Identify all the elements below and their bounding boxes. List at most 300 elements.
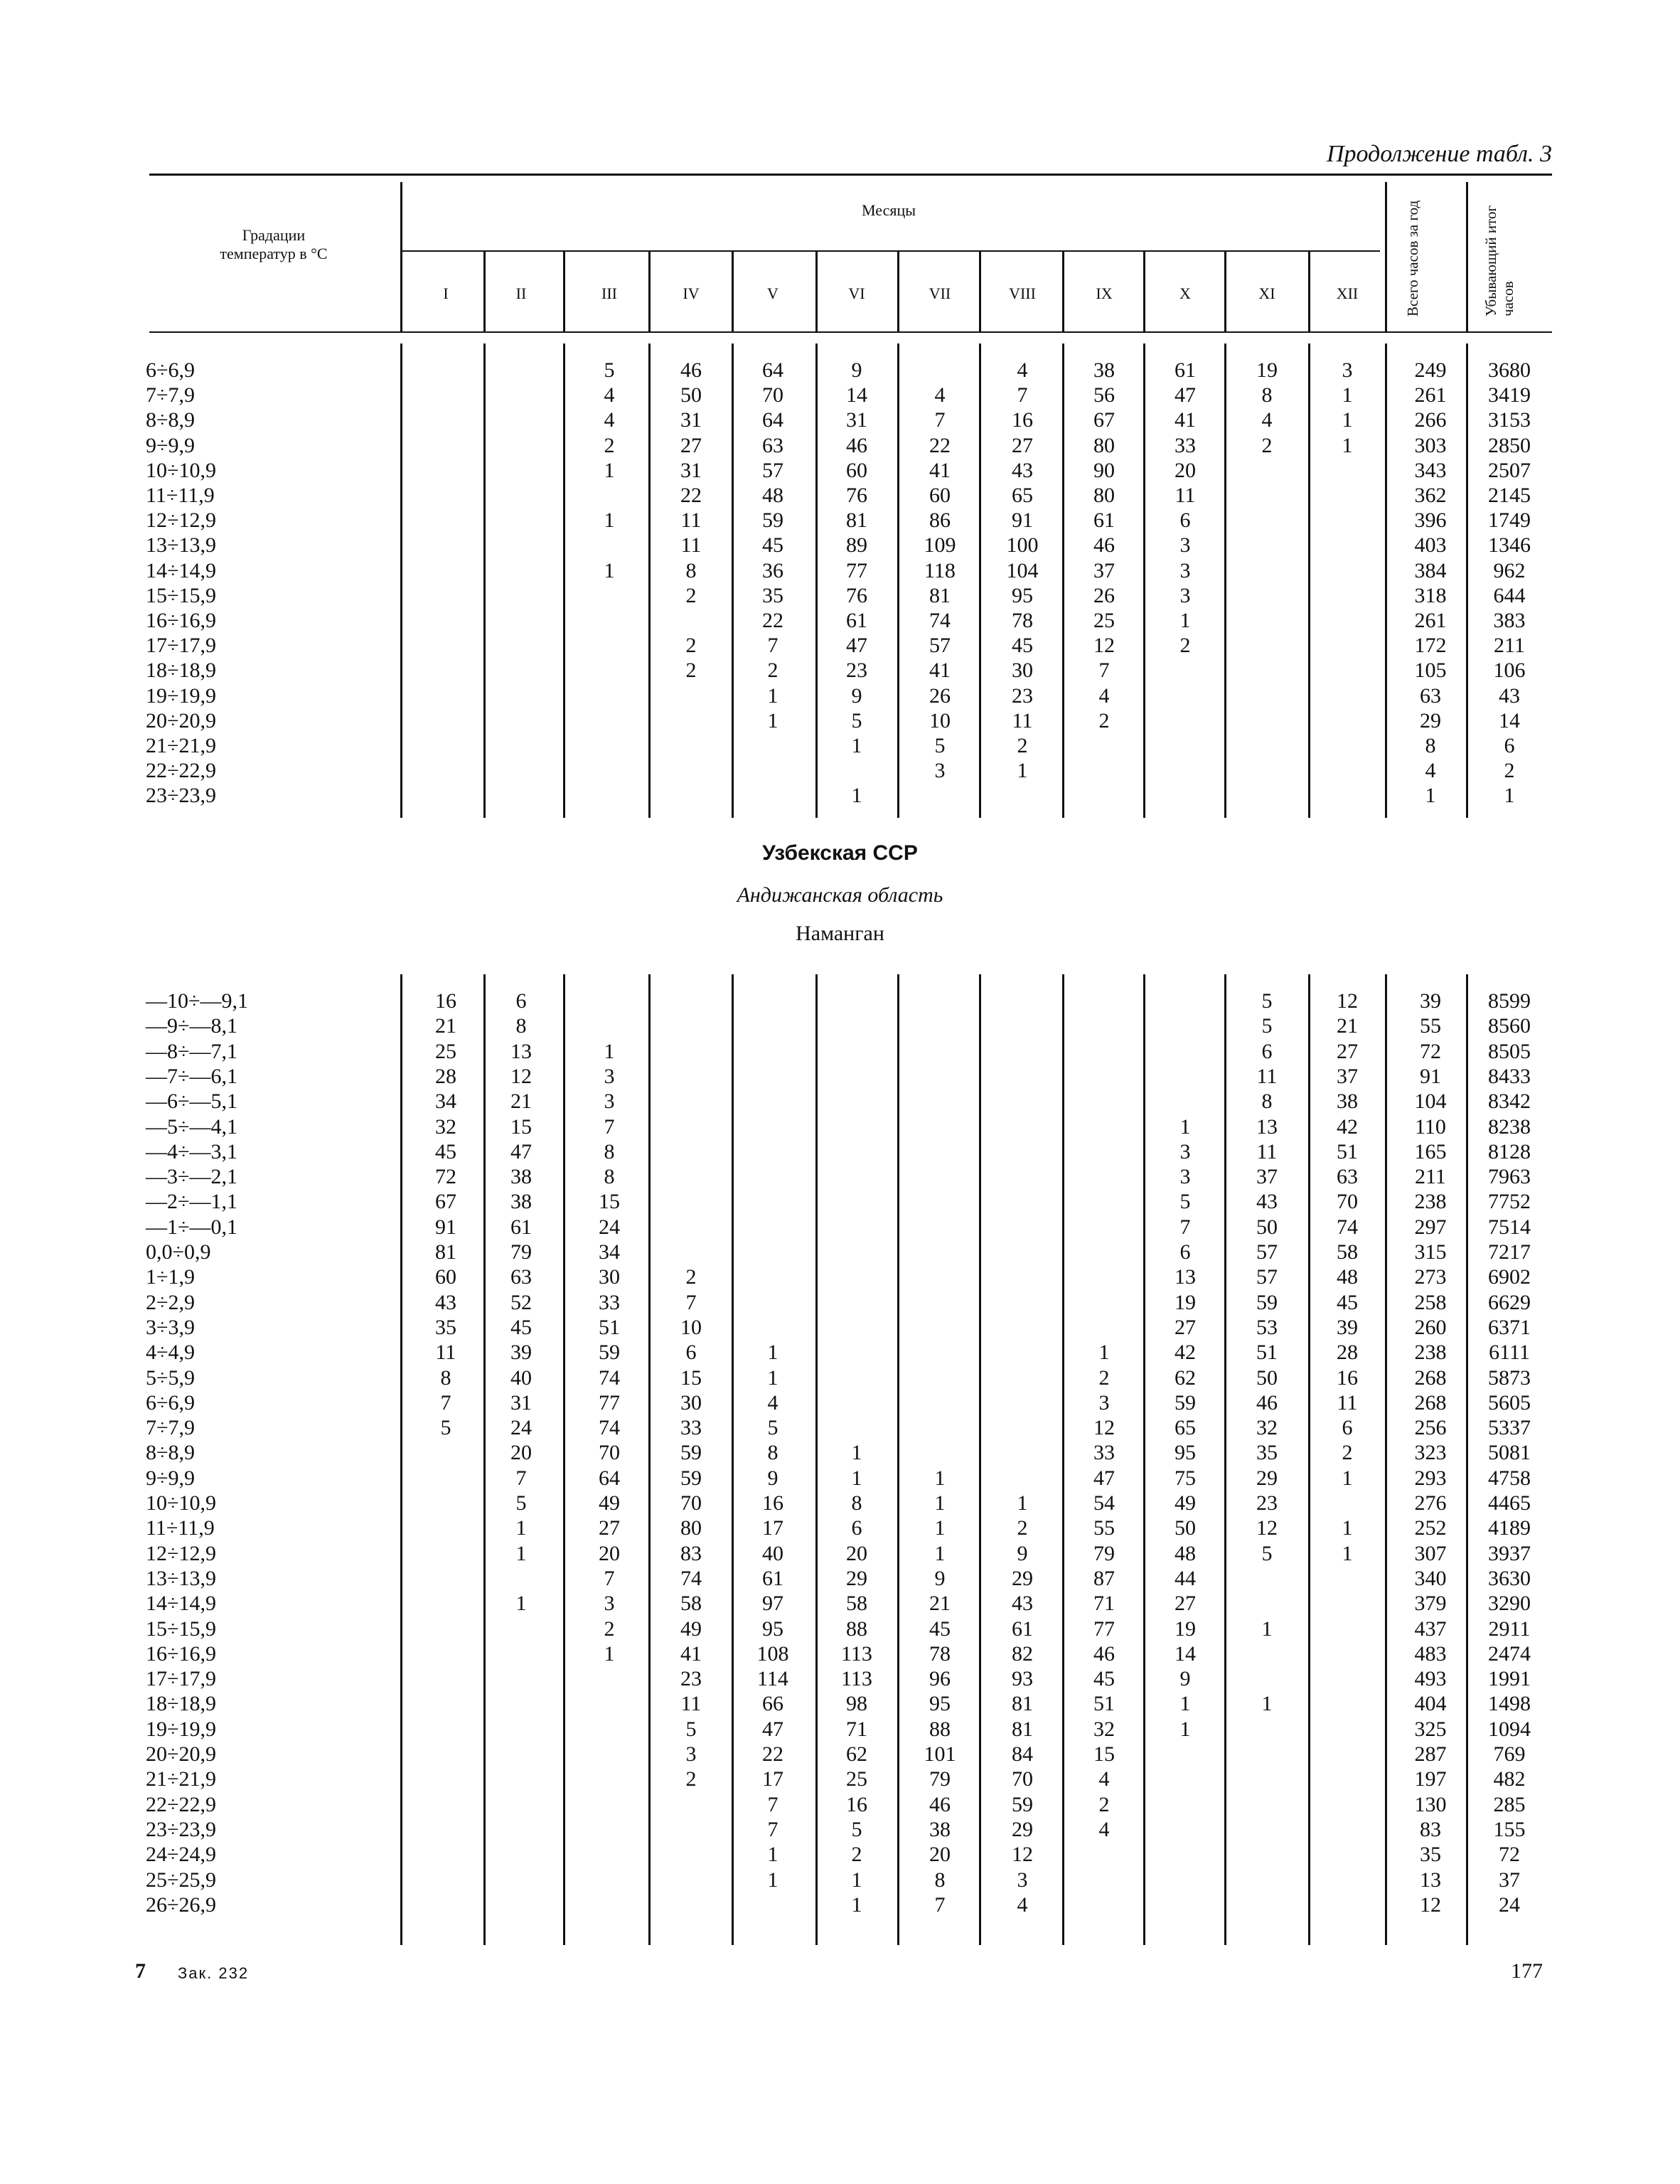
table-cell: 8599 (1488, 989, 1531, 1013)
table-cell: 7 (767, 1792, 779, 1816)
table-cell: 1 (934, 1541, 946, 1565)
table-cell: 2 (685, 634, 697, 658)
table-cell: 33 (599, 1290, 620, 1314)
column-rule (400, 974, 402, 1945)
table-cell: 1 (604, 508, 615, 533)
column-rule (648, 343, 651, 818)
table-cell: 13 (510, 1039, 532, 1063)
table-cell: 483 (1414, 1641, 1447, 1666)
table-cell: 7 (1098, 659, 1110, 683)
table-cell: 47 (510, 1139, 532, 1163)
table-cell: 52 (510, 1290, 532, 1314)
table-cell: 71 (1093, 1592, 1115, 1616)
table-cell: 3153 (1488, 408, 1531, 432)
table-cell: 4 (1098, 1817, 1110, 1841)
table-cell: 41 (929, 659, 951, 683)
table-cell: 1 (1179, 1114, 1191, 1139)
table-cell: 8 (1261, 1090, 1273, 1114)
table-cell: 9 (1179, 1667, 1191, 1691)
table-cell: 2 (1261, 433, 1273, 457)
table-cell: 7 (440, 1390, 451, 1415)
table-cell: 8560 (1488, 1014, 1531, 1038)
table-cell: 3419 (1488, 383, 1531, 407)
table-cell: 8 (851, 1491, 862, 1515)
table-cell: 28 (435, 1064, 456, 1088)
header-bottom-rule (149, 331, 1552, 333)
table-cell: 57 (929, 634, 951, 658)
cumulative-header: Убывающий итог часов (1482, 205, 1516, 316)
table-cell: 72 (1499, 1843, 1520, 1867)
table-cell: 261 (1414, 383, 1447, 407)
table-cell: 77 (599, 1390, 620, 1415)
table-cell: 45 (1337, 1290, 1358, 1314)
table-cell: 21 (929, 1592, 951, 1616)
row-label: 8÷8,9 (146, 408, 195, 432)
table-cell: 318 (1414, 583, 1447, 607)
table-cell: 211 (1415, 1165, 1446, 1189)
table-cell: 6902 (1488, 1265, 1531, 1289)
row-label: 6÷6,9 (146, 358, 195, 382)
table-cell: 8 (685, 558, 697, 582)
month-header-10: X (1179, 284, 1191, 302)
table-cell: 55 (1420, 1014, 1441, 1038)
table-cell: 114 (757, 1667, 788, 1691)
row-label: 16÷16,9 (146, 1641, 216, 1666)
row-label: 2÷2,9 (146, 1290, 195, 1314)
table-cell: 38 (1337, 1090, 1358, 1114)
table-cell: 1 (767, 708, 779, 733)
page-number: 177 (1511, 1959, 1543, 1983)
table-cell: 45 (435, 1139, 456, 1163)
table-cell: 1 (1017, 759, 1028, 783)
table-cell: 4 (1425, 759, 1436, 783)
row-label: 14÷14,9 (146, 1592, 216, 1616)
header-column-rule (979, 250, 981, 331)
table-cell: 7 (604, 1114, 615, 1139)
table-cell: 49 (1175, 1491, 1196, 1515)
table-cell: 5 (851, 1817, 862, 1841)
table-cell: 5 (604, 358, 615, 382)
table-cell: 3 (1179, 1165, 1191, 1189)
month-header-1: I (443, 284, 449, 302)
table-cell: 81 (929, 583, 951, 607)
table-cell: 3 (1017, 1868, 1028, 1892)
column-rule (1224, 343, 1226, 818)
table-cell: 74 (680, 1566, 702, 1590)
table-cell: 58 (1337, 1240, 1358, 1264)
table-cell: 5 (440, 1416, 451, 1440)
table-cell: 3937 (1488, 1541, 1531, 1565)
table-cell: 1094 (1488, 1717, 1531, 1741)
table-cell: 12 (1093, 1416, 1115, 1440)
table-cell: 40 (510, 1365, 532, 1390)
table-cell: 1 (851, 784, 862, 808)
table-cell: 21 (510, 1090, 532, 1114)
table-cell: 340 (1414, 1566, 1447, 1590)
table-cell: 35 (1256, 1441, 1278, 1465)
table-cell: 31 (680, 408, 702, 432)
table-cell: 50 (1256, 1365, 1278, 1390)
table-cell: 88 (929, 1717, 951, 1741)
table-cell: 16 (846, 1792, 867, 1816)
table-cell: 46 (929, 1792, 951, 1816)
table-cell: 5 (851, 708, 862, 733)
table-cell: 252 (1414, 1516, 1447, 1540)
table-cell: 35 (762, 583, 783, 607)
table-cell: 1346 (1488, 533, 1531, 558)
table-cell: 4465 (1488, 1491, 1531, 1515)
table-cell: 22 (762, 1742, 783, 1766)
table-cell: 29 (1012, 1817, 1033, 1841)
table-cell: 6 (515, 989, 527, 1013)
column-rule (563, 974, 565, 1945)
table-cell: 1 (1342, 1466, 1353, 1490)
table-cell: 482 (1493, 1767, 1526, 1791)
table-cell: 95 (1175, 1441, 1196, 1465)
table-cell: 27 (1337, 1039, 1358, 1063)
table-cell: 9 (1017, 1541, 1028, 1565)
table-cell: 1 (515, 1541, 527, 1565)
table-cell: 79 (1093, 1541, 1115, 1565)
table-cell: 238 (1414, 1190, 1447, 1214)
table-cell: 63 (1420, 683, 1441, 708)
table-cell: 50 (680, 383, 702, 407)
table-cell: 268 (1414, 1390, 1447, 1415)
table-cell: 81 (1012, 1717, 1033, 1741)
table-cell: 6 (851, 1516, 862, 1540)
table-cell: 2850 (1488, 433, 1531, 457)
table-cell: 8128 (1488, 1139, 1531, 1163)
table-cell: 13 (1256, 1114, 1278, 1139)
table-cell: 6371 (1488, 1315, 1531, 1339)
table-cell: 2 (1179, 634, 1191, 658)
row-label: 24÷24,9 (146, 1843, 216, 1867)
table-cell: 89 (846, 533, 867, 558)
table-cell: 23 (846, 659, 867, 683)
table-cell: 130 (1414, 1792, 1447, 1816)
table-cell: 14 (1499, 708, 1520, 733)
table-cell: 93 (1012, 1667, 1033, 1691)
table-cell: 15 (599, 1190, 620, 1214)
table-cell: 1 (1179, 1717, 1191, 1741)
row-label: 10÷10,9 (146, 458, 216, 482)
column-rule (979, 974, 981, 1945)
table-cell: 4189 (1488, 1516, 1531, 1540)
row-label: 18÷18,9 (146, 1692, 216, 1716)
table-cell: 2 (1098, 1792, 1110, 1816)
table-cell: 19 (1256, 358, 1278, 382)
table-cell: 23 (1256, 1491, 1278, 1515)
row-label: 12÷12,9 (146, 1541, 216, 1565)
table-cell: 396 (1414, 508, 1447, 533)
table-cell: 8 (1261, 383, 1273, 407)
table-cell: 7963 (1488, 1165, 1531, 1189)
table-cell: 57 (762, 458, 783, 482)
table-cell: 1 (515, 1516, 527, 1540)
table-cell: 12 (1093, 634, 1115, 658)
table-cell: 27 (680, 433, 702, 457)
table-cell: 105 (1414, 659, 1447, 683)
table-cell: 61 (1175, 358, 1196, 382)
row-label: 5÷5,9 (146, 1365, 195, 1390)
table-cell: 11 (1256, 1064, 1278, 1088)
column-rule (815, 974, 818, 1945)
table-cell: 2 (851, 1843, 862, 1867)
table-cell: 297 (1414, 1215, 1447, 1239)
table-cell: 1991 (1488, 1667, 1531, 1691)
table-cell: 1 (934, 1516, 946, 1540)
header-column-rule (483, 250, 486, 331)
table-cell: 21 (435, 1014, 456, 1038)
table-cell: 50 (1175, 1516, 1196, 1540)
table-cell: 26 (929, 683, 951, 708)
table-cell: 81 (1012, 1692, 1033, 1716)
column-rule (1224, 974, 1226, 1945)
table-cell: 4 (934, 383, 946, 407)
table-cell: 11 (1175, 484, 1196, 507)
table-cell: 303 (1414, 433, 1447, 457)
gradations-header: Градации температур в °C (220, 226, 328, 262)
table-cell: 266 (1414, 408, 1447, 432)
table-cell: 403 (1414, 533, 1447, 558)
table-cell: 4 (604, 408, 615, 432)
row-label: —7÷—6,1 (146, 1064, 237, 1088)
column-rule (1062, 974, 1064, 1945)
table-cell: 287 (1414, 1742, 1447, 1766)
column-rule (732, 343, 734, 818)
table-cell: 41 (929, 458, 951, 482)
table-cell: 1 (767, 1365, 779, 1390)
header-column-rule (815, 250, 818, 331)
table-cell: 3 (1179, 1139, 1191, 1163)
table-cell: 74 (1337, 1215, 1358, 1239)
table-cell: 172 (1414, 634, 1447, 658)
table-cell: 1 (1425, 784, 1436, 808)
table-cell: 95 (1012, 583, 1033, 607)
table-cell: 17 (762, 1767, 783, 1791)
table-cell: 1 (934, 1466, 946, 1490)
table-cell: 1 (851, 1868, 862, 1892)
row-label: —6÷—5,1 (146, 1090, 237, 1114)
table-cell: 104 (1414, 1090, 1447, 1114)
header-column-rule (1224, 250, 1226, 331)
table-cell: 3 (1179, 583, 1191, 607)
row-label: 13÷13,9 (146, 533, 216, 558)
table-cell: 12 (1012, 1843, 1033, 1867)
table-cell: 7752 (1488, 1190, 1531, 1214)
row-label: 9÷9,9 (146, 433, 195, 457)
table-cell: 80 (680, 1516, 702, 1540)
month-header-4: IV (683, 284, 700, 302)
row-label: 11÷11,9 (146, 484, 215, 507)
row-label: 9÷9,9 (146, 1466, 195, 1490)
month-header-7: VII (929, 284, 951, 302)
table-cell: 63 (1337, 1165, 1358, 1189)
table-cell: 46 (1256, 1390, 1278, 1415)
table-cell: 8342 (1488, 1090, 1531, 1114)
table-cell: 66 (762, 1692, 783, 1716)
row-label: 14÷14,9 (146, 558, 216, 582)
row-label: 12÷12,9 (146, 508, 216, 533)
table-cell: 3 (604, 1090, 615, 1114)
month-header-6: VI (848, 284, 865, 302)
table-cell: 91 (1012, 508, 1033, 533)
table-cell: 56 (1093, 383, 1115, 407)
table-cell: 1 (767, 1868, 779, 1892)
table-cell: 59 (762, 508, 783, 533)
table-cell: 1 (604, 1039, 615, 1063)
table-cell: 45 (1012, 634, 1033, 658)
order-number: Зак. 232 (178, 1964, 250, 1982)
table-cell: 37 (1499, 1868, 1520, 1892)
table-cell: 9 (934, 1566, 946, 1590)
column-rule (897, 974, 899, 1945)
table-cell: 11 (680, 1692, 702, 1716)
table-cell: 58 (846, 1592, 867, 1616)
table-cell: 25 (1093, 609, 1115, 632)
table-cell: 3680 (1488, 358, 1531, 382)
month-header-2: II (515, 284, 527, 302)
table-cell: 41 (1175, 408, 1196, 432)
table-cell: 27 (599, 1516, 620, 1540)
table-cell: 3 (685, 1742, 697, 1766)
table-cell: 20 (510, 1441, 532, 1465)
table-cell: 1 (1342, 408, 1353, 432)
table-cell: 33 (680, 1416, 702, 1440)
table-cell: 95 (929, 1692, 951, 1716)
table-cell: 72 (1420, 1039, 1441, 1063)
column-rule (1466, 974, 1468, 1945)
table-cell: 25 (846, 1767, 867, 1791)
table-cell: 5 (767, 1416, 779, 1440)
table-cell: 60 (435, 1265, 456, 1289)
table-cell: 2 (685, 659, 697, 683)
column-rule (1385, 343, 1387, 818)
table-cell: 60 (846, 458, 867, 482)
table-cell: 5 (1261, 989, 1273, 1013)
row-label: 17÷17,9 (146, 1667, 216, 1691)
row-label: 23÷23,9 (146, 1817, 216, 1841)
table-cell: 13 (1175, 1265, 1196, 1289)
table-cell: 273 (1414, 1265, 1447, 1289)
row-label: 11÷11,9 (146, 1516, 215, 1540)
table-cell: 3290 (1488, 1592, 1531, 1616)
table-cell: 22 (929, 433, 951, 457)
table-cell: 59 (680, 1441, 702, 1465)
row-label: 18÷18,9 (146, 659, 216, 683)
continuation-note: Продолжение табл. 3 (1326, 141, 1552, 167)
table-cell: 1 (1261, 1692, 1273, 1716)
table-cell: 83 (1420, 1817, 1441, 1841)
table-cell: 96 (929, 1667, 951, 1691)
table-cell: 65 (1175, 1416, 1196, 1440)
table-cell: 4 (1017, 1892, 1028, 1917)
table-cell: 63 (762, 433, 783, 457)
table-cell: 59 (1256, 1290, 1278, 1314)
table-cell: 2 (1017, 1516, 1028, 1540)
table-cell: 2 (1504, 759, 1515, 783)
row-label: 19÷19,9 (146, 683, 216, 708)
table-cell: 78 (1012, 609, 1033, 632)
table-cell: 57 (1256, 1265, 1278, 1289)
table-cell: 2 (1098, 708, 1110, 733)
table-cell: 35 (435, 1315, 456, 1339)
table-cell: 61 (510, 1215, 532, 1239)
table-cell: 249 (1414, 358, 1447, 382)
table-cell: 2 (767, 659, 779, 683)
row-label: 25÷25,9 (146, 1868, 216, 1892)
table-cell: 45 (510, 1315, 532, 1339)
table-cell: 80 (1093, 484, 1115, 507)
table-cell: 276 (1414, 1491, 1447, 1515)
table-cell: 155 (1493, 1817, 1526, 1841)
column-rule (1143, 343, 1145, 818)
table-cell: 84 (1012, 1742, 1033, 1766)
table-cell: 14 (1175, 1641, 1196, 1666)
table-cell: 4 (1261, 408, 1273, 432)
table-cell: 47 (846, 634, 867, 658)
table-cell: 37 (1256, 1165, 1278, 1189)
row-label: —2÷—1,1 (146, 1190, 237, 1214)
table-cell: 3 (604, 1592, 615, 1616)
table-cell: 12 (510, 1064, 532, 1088)
table-cell: 59 (599, 1341, 620, 1365)
table-cell: 44 (1175, 1566, 1196, 1590)
table-cell: 51 (599, 1315, 620, 1339)
table-cell: 5 (934, 734, 946, 757)
table-cell: 2 (1017, 734, 1028, 757)
table-cell: 24 (599, 1215, 620, 1239)
table-cell: 1 (604, 1641, 615, 1666)
table-cell: 15 (1093, 1742, 1115, 1766)
row-label: 3÷3,9 (146, 1315, 195, 1339)
table-cell: 37 (1337, 1064, 1358, 1088)
table-cell: 76 (846, 484, 867, 507)
table-cell: 16 (762, 1491, 783, 1515)
table-cell: 80 (1093, 433, 1115, 457)
table-cell: 19 (1175, 1290, 1196, 1314)
table-cell: 1749 (1488, 508, 1531, 533)
table-cell: 47 (1093, 1466, 1115, 1490)
table-cell: 10 (929, 708, 951, 733)
table-cell: 1 (767, 1341, 779, 1365)
table-cell: 113 (841, 1667, 872, 1691)
table-cell: 46 (846, 433, 867, 457)
table-cell: 30 (1012, 659, 1033, 683)
table-cell: 83 (680, 1541, 702, 1565)
column-rule (1143, 974, 1145, 1945)
table-cell: 12 (1420, 1892, 1441, 1917)
table-cell: 31 (680, 458, 702, 482)
table-cell: 29 (1420, 708, 1441, 733)
column-rule (483, 343, 486, 818)
column-rule (563, 343, 565, 818)
table-cell: 43 (1499, 683, 1520, 708)
republic-heading: Узбекская ССР (762, 841, 918, 865)
table-cell: 3630 (1488, 1566, 1531, 1590)
table-cell: 37 (1093, 558, 1115, 582)
table-cell: 2911 (1488, 1616, 1531, 1641)
table-cell: 3 (1098, 1390, 1110, 1415)
table-cell: 14 (846, 383, 867, 407)
table-cell: 493 (1414, 1667, 1447, 1691)
column-rule (1308, 974, 1310, 1945)
table-cell: 38 (510, 1190, 532, 1214)
top-rule (149, 174, 1552, 176)
table-cell: 2 (685, 583, 697, 607)
table-cell: 16 (1337, 1365, 1358, 1390)
table-cell: 67 (435, 1190, 456, 1214)
